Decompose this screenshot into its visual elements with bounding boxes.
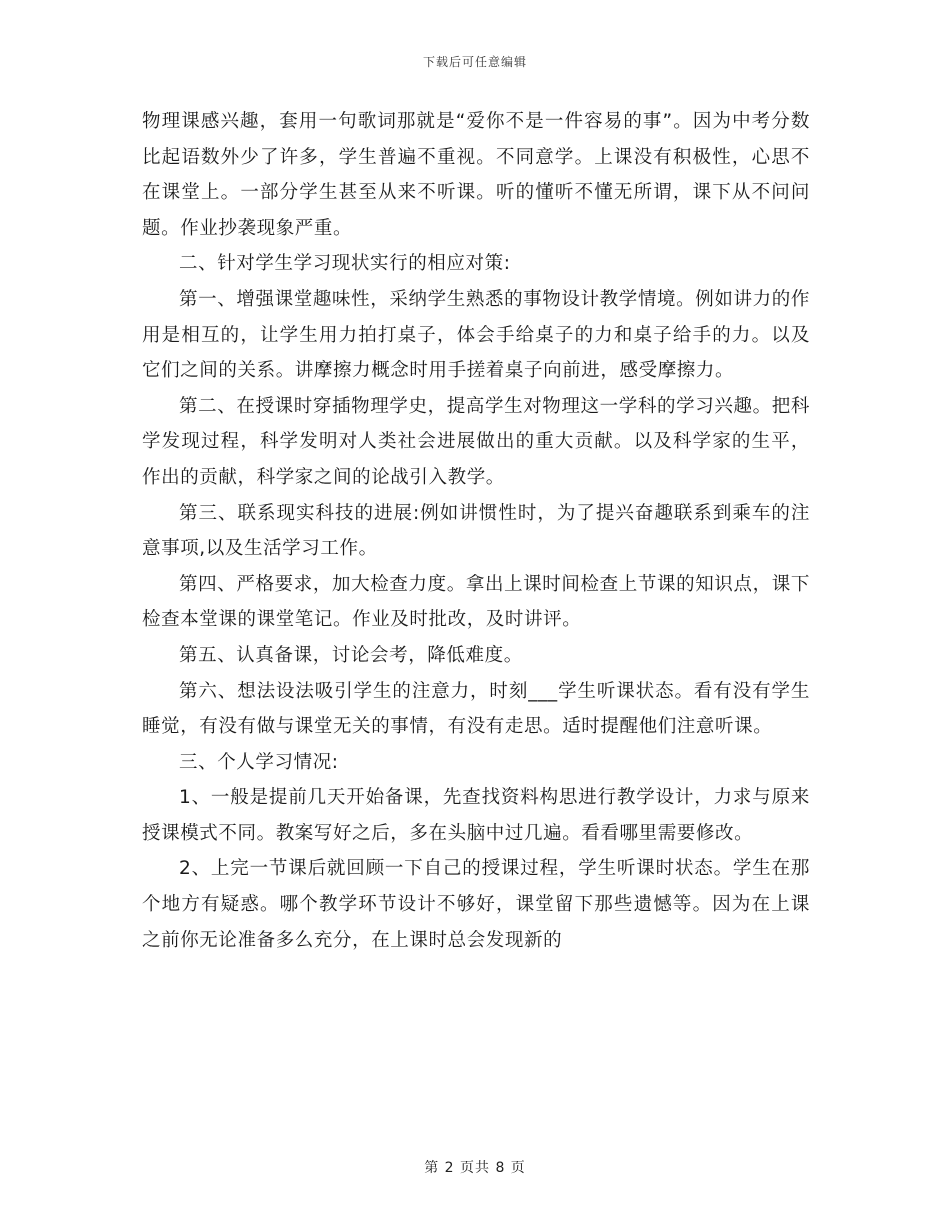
paragraph-continuation: 物理课感兴趣，套用一句歌词那就是“爱你不是一件容易的事”。因为中考分数比起语数外少了许多，学生普遍不重视。不同意学。上课没有积极性，心思不在课堂上。一部分学生甚至从来不听课。听的懂听不懂无所谓，课下从不问问题。作业抄袭现象严重。: [142, 111, 810, 239]
page-footer: 第 2 页共 8 页: [424, 1160, 526, 1176]
paragraph-measure-3: 第三、联系现实科技的进展:例如讲惯性时，为了提兴奋趣联系到乘车的注意事项,以及生活学习工作。: [142, 502, 810, 560]
paragraph-measure-1: 第一、增强课堂趣味性，采纳学生熟悉的事物设计教学情境。例如讲力的作用是相互的，让学生用力拍打桌子，体会手给桌子的力和桌子给手的力。以及它们之间的关系。讲摩擦力概念时用手搓着桌子向前进，感受摩擦力。: [142, 288, 810, 382]
paragraph-measure-5: 第五、认真备课，讨论会考，降低难度。: [179, 644, 523, 666]
page-header: 下载后可任意编辑: [422, 55, 527, 69]
paragraph-measure-4: 第四、严格要求，加大检查力度。拿出上课时间检查上节课的知识点，课下检查本堂课的课堂笔记。作业及时批改，及时讲评。: [142, 573, 810, 631]
paragraph-study-2: 2、上完一节课后就回顾一下自己的授课过程，学生听课时状态。学生在那个地方有疑惑。哪个教学环节设计不够好，课堂留下那些遗憾等。因为在上课之前你无论准备多么充分，在上课时总会发现新的: [142, 858, 810, 951]
paragraph-measure-2: 第二、在授课时穿插物理学史，提高学生对物理这一学科的学习兴趣。把科学发现过程，科学发明对人类社会进展做出的重大贡献。以及科学家的生平，作出的贡献，科学家之间的论战引入教学。: [142, 395, 810, 488]
section-heading-personal-study: 三、个人学习情况:: [179, 751, 339, 773]
paragraph-study-1: 1、一般是提前几天开始备课，先查找资料构思进行教学设计，力求与原来授课模式不同。教案写好之后，多在头脑中过几遍。看看哪里需要修改。: [142, 787, 810, 844]
section-heading-countermeasures: 二、针对学生学习现状实行的相应对策:: [179, 253, 511, 275]
document-body: [142, 104, 810, 958]
paragraph-measure-6: 第六、想法设法吸引学生的注意力，时刻___学生听课状态。看有没有学生睡觉，有没有做与课堂无关的事情，有没有走思。适时提醒他们注意听课。: [142, 680, 810, 738]
